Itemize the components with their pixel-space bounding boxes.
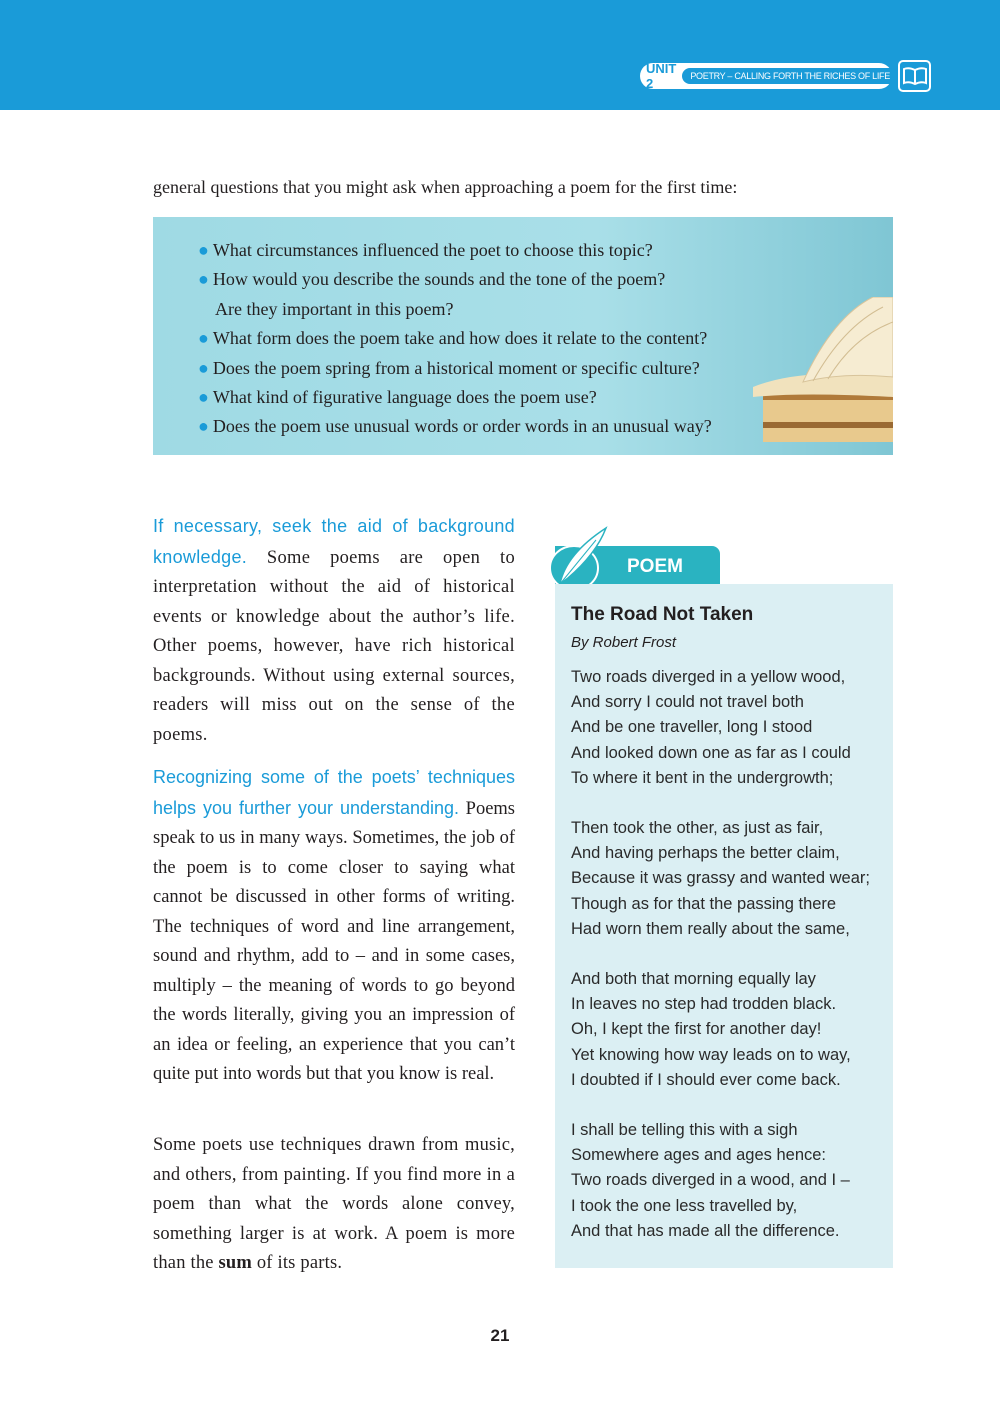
paragraph-techniques: Recognizing some of the poets’ techniques helps you further your understanding. Poems speak to us in many ways. Sometimes, the job of the poem is to come closer to saying what cannot be discussed in other forms of writing. The techniques of word and line arrangement, sound and rhythm, add to – and in some cases, multiply – the meaning of words to go beyond the words literally, giving you an impression of an idea or feeling, an experience that you can’t quite put into words but that you know is real. xyxy=(153,767,515,1084)
list-item: ● What circumstances influenced the poet to choose this topic? xyxy=(198,240,653,260)
page-number: 21 xyxy=(490,1326,510,1345)
list-item: ● How would you describe the sounds and the tone of the poem? xyxy=(198,269,666,290)
paragraph-music-painting: Some poets use techniques drawn from music, and others, from painting. If you find more in a poem than what the words alone convey, something larger is at work. A poem is more than the sum of its parts. xyxy=(153,1135,515,1273)
list-item: Are they important in this poem? xyxy=(215,298,454,319)
header-bar xyxy=(0,0,1000,110)
poem-title: The Road Not Taken xyxy=(571,604,754,625)
book-icon xyxy=(898,60,931,92)
question-list xyxy=(198,236,712,442)
questions-banner xyxy=(153,217,893,455)
poem-tab: POEM xyxy=(555,546,720,584)
open-book-image xyxy=(743,297,893,455)
stanza: And both that morning equally lay In leaves no step had trodden black. Oh, I kept the first for another day! Yet knowing how way leads on to way, I doubted if I should ever come back. xyxy=(571,970,851,1089)
poem-box xyxy=(555,584,893,1268)
list-item: ● Does the poem spring from a historical moment or specific culture? xyxy=(198,357,700,378)
intro-text: general questions that you might ask when approaching a poem for the first time: xyxy=(153,177,738,197)
stanza: Then took the other, as just as fair, And having perhaps the better claim, Because it was grassy and wanted wear; Though as for that the passing there Had worn them really about the same, xyxy=(571,819,870,938)
unit-title: POETRY – CALLING FORTH THE RICHES OF LIFE xyxy=(682,68,898,84)
stanza: I shall be telling this with a sigh Somewhere ages and ages hence: Two roads diverged in a wood, and I – I took the one less travelled by, And that has made all the difference. xyxy=(571,1121,850,1240)
paragraph-background-knowledge: If necessary, seek the aid of background knowledge. Some poems are open to interpretation without the aid of historical events or knowledge about the author’s life. Other poems, however, have rich historical backgrounds. Without using external sources, readers will miss out on the sense of the poems. xyxy=(153,516,515,745)
list-item: ● What form does the poem take and how does it relate to the content? xyxy=(198,328,708,349)
list-item: ● What kind of figurative language does the poem use? xyxy=(198,387,597,408)
unit-badge xyxy=(640,63,892,89)
poem-byline: By Robert Frost xyxy=(571,634,677,651)
list-item: ● Does the poem use unusual words or order words in an unusual way? xyxy=(198,416,712,437)
stanza: Two roads diverged in a yellow wood, And sorry I could not travel both And be one traveller, long I stood And looked down one as far as I could To where it bent in the undergrowth; xyxy=(571,668,851,787)
unit-label: UNIT 2 xyxy=(646,61,677,91)
